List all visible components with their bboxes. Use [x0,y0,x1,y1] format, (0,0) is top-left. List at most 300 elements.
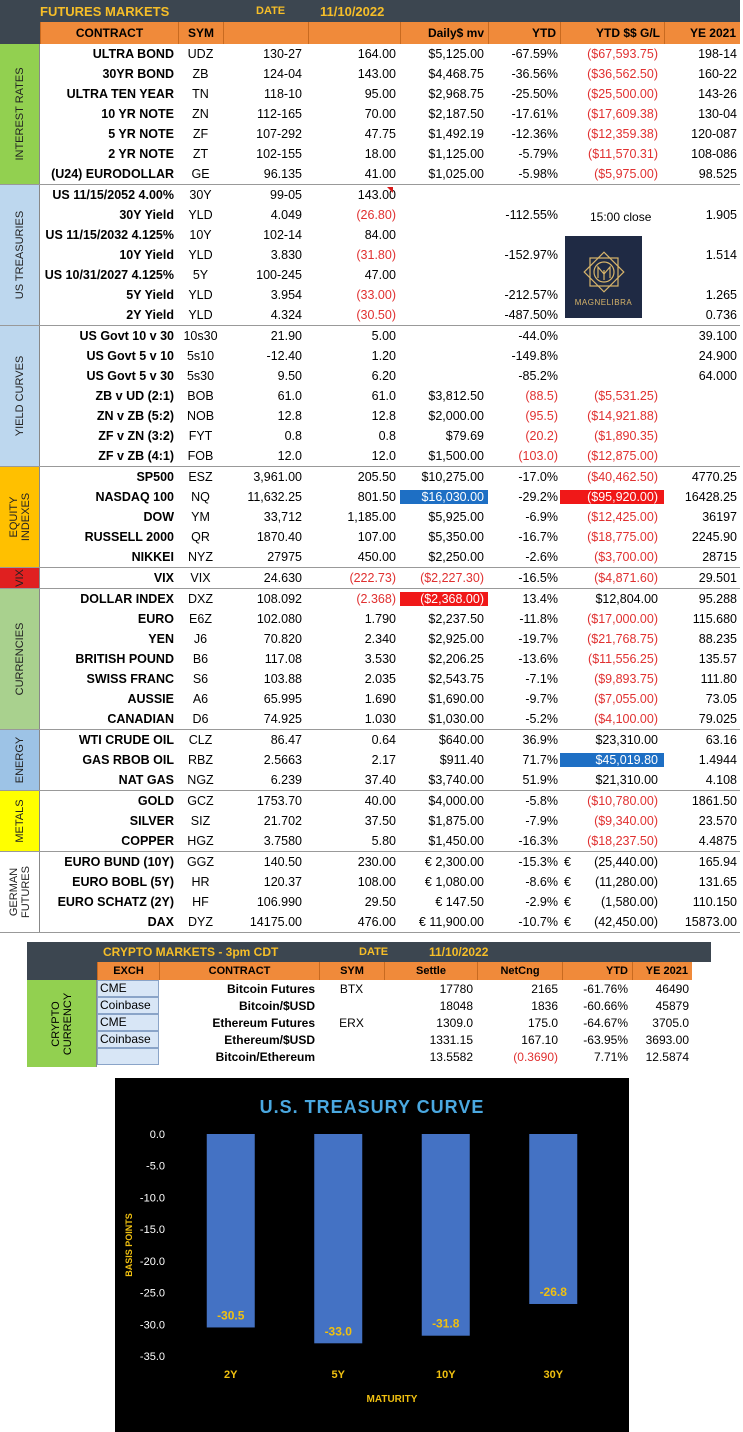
cell: QR [191,530,210,544]
cell: 1870.40 [256,530,302,544]
group-label [0,791,40,851]
cell: 65.995 [263,692,302,706]
cell: B6 [192,652,209,666]
table-row [40,912,740,932]
cell: -63.95% [583,1032,628,1047]
cell: $2,250.00 [428,550,484,564]
group-equity-indexes [0,467,740,568]
cell: VIX [153,571,174,585]
cell: € 1,080.00 [424,875,484,889]
column-header: YTD [562,962,632,980]
cell: 1.265 [705,288,737,302]
cell: -44.0% [518,329,558,343]
cell: 71.7% [522,753,558,767]
y-axis-label: BASIS POINTS [124,1213,134,1277]
cell: 107.00 [357,530,396,544]
cell: 2.5663 [263,753,302,767]
group-label-text: VIX [13,569,26,587]
group-label-text: ENERGY [13,736,26,784]
cell: 86.47 [270,733,302,747]
cell: -112.55% [505,208,558,222]
cell: 7.71% [593,1049,628,1064]
cell: RBZ [188,753,213,767]
cell: SWISS FRANC [86,672,174,686]
cell: $2,925.00 [428,632,484,646]
cell: € 2,300.00 [424,855,484,869]
cell: 130-27 [263,47,302,61]
cell: 2 YR NOTE [108,147,174,161]
cell: 84.00 [364,228,396,242]
crypto-title-bar [27,942,711,962]
cell: $1,030.00 [428,712,484,726]
cell: -8.6% [525,875,558,889]
bar-5y [314,1134,362,1343]
table-row [40,730,740,750]
cell: 164.00 [357,47,396,61]
cell: 64.000 [698,369,737,383]
cell: GOLD [137,794,174,808]
cell: COPPER [121,834,174,848]
cell: -7.9% [525,814,558,828]
cell: ZB [192,67,209,81]
table-row [40,406,740,426]
cell: YM [191,510,210,524]
group-label [0,326,40,466]
cell: 2245.90 [691,530,737,544]
column-header [308,22,400,44]
table-row [40,547,740,567]
data-label: -30.5 [217,1308,245,1323]
cell: 120-087 [691,127,737,141]
cell: $12,804.00 [595,592,658,606]
chart-svg [115,1078,629,1432]
cell: -64.67% [583,1015,628,1030]
cell: -16.5% [518,571,558,585]
x-axis-label: MATURITY [366,1394,418,1405]
column-header: SYM [319,962,384,980]
cell: 79.025 [698,712,737,726]
cell: (31.80) [356,248,396,262]
cell: ($11,570.31) [588,147,658,161]
cell: -5.2% [525,712,558,726]
column-header: CONTRACT [40,22,178,44]
y-tick-label: -25.0 [139,1287,165,1300]
futures-body [0,44,740,933]
cell: TN [192,87,209,101]
cell: 5s10 [186,349,215,363]
cell: 9.50 [277,369,302,383]
cell: ERX [339,1015,364,1030]
cell: 33,712 [263,510,302,524]
table-row [40,366,740,386]
cell: -17.61% [511,107,558,121]
cell: 0.64 [371,733,396,747]
cell: ($18,237.50) [587,834,658,848]
cell: Ethereum/$USD [224,1032,315,1047]
header-spacer [0,22,40,44]
cell: 2165 [531,981,558,996]
table-row [40,84,740,104]
cell: 2.17 [371,753,396,767]
cell: -13.6% [518,652,558,666]
group-yield-curves [0,326,740,467]
cell: 15873.00 [684,915,737,929]
cell-value: (11,280.00) [594,875,658,889]
cell: -487.50% [504,308,558,322]
cell: 5.00 [371,329,396,343]
cell: $4,000.00 [428,794,484,808]
cell: $2,000.00 [428,409,484,423]
cell: ($67,593.75) [587,47,658,61]
cell: US 10/31/2027 4.125% [44,268,174,282]
column-header: Settle [384,962,477,980]
cell: 14175.00 [249,915,302,929]
cell: GAS RBOB OIL [82,753,174,767]
cell: D6 [192,712,209,726]
table-row [40,811,740,831]
cell: 108.092 [256,592,302,606]
cell: -5.98% [518,167,558,181]
cell: 450.00 [357,550,396,564]
cell: $2,206.25 [428,652,484,666]
cell: (103.0) [518,449,558,463]
table-row [40,104,740,124]
crypto-date-value: 11/10/2022 [429,945,489,959]
table-row [40,164,740,184]
y-tick-label: -5.0 [146,1160,165,1173]
table-row [40,750,740,770]
cell: 95.00 [364,87,396,101]
group-label [0,730,40,790]
cell: GE [191,167,210,181]
cell: 102-155 [256,147,302,161]
cell: EURO [137,612,174,626]
column-header: SYM [178,22,223,44]
cell: 175.0 [527,1015,558,1030]
cell: 1.690 [364,692,396,706]
group-label-text: INTEREST RATES [13,67,26,161]
cell: 24.630 [263,571,302,585]
currency-symbol: € [564,855,571,869]
cell: DYZ [188,915,213,929]
cell: ($5,531.25) [594,389,658,403]
futures-title-bar [0,0,740,22]
futures-header-row [0,22,740,44]
cell: -36.56% [511,67,558,81]
cell: ZT [192,147,209,161]
cell: -60.66% [583,998,628,1013]
header-spacer [27,962,97,980]
cell: ($9,893.75) [594,672,658,686]
cell: 165.94 [698,855,737,869]
table-row [40,346,740,366]
logo-text: MAGNELIBRA [574,297,633,307]
cell: FOB [187,449,214,463]
cell: 39.100 [698,329,737,343]
cell: ($12,425.00) [587,510,658,524]
cell: 45879 [655,998,689,1013]
group-label [0,467,40,567]
cell: Bitcoin Futures [226,981,315,996]
cell: 1.790 [364,612,396,626]
cell: J6 [193,632,208,646]
cell: 61.0 [371,389,396,403]
cell: -149.8% [511,349,558,363]
cell: 99-05 [270,188,302,202]
data-label: -26.8 [539,1284,567,1299]
cell: RUSSELL 2000 [84,530,174,544]
x-tick-label: 30Y [543,1369,564,1381]
cell: 4.4875 [698,834,737,848]
cell: 27975 [267,550,302,564]
currency-symbol: € [564,895,571,909]
cell: -5.8% [525,794,558,808]
table-row [97,997,711,1014]
cell: 12.8 [277,409,302,423]
cell: 4.324 [270,308,302,322]
cell: GCZ [187,794,214,808]
cell: 10 YR NOTE [101,107,174,121]
cell: -67.59% [511,47,558,61]
cell: 13.4% [522,592,558,606]
logo-mark-icon [580,248,628,296]
cell: -2.6% [525,550,558,564]
cell: 74.925 [263,712,302,726]
column-header: NetCng [477,962,562,980]
cell: 3.530 [364,652,396,666]
cell: US 11/15/2032 4.125% [45,228,174,242]
cell: 117.08 [264,652,302,666]
cell: 36.9% [522,733,558,747]
cell: ZF [192,127,209,141]
cell: 1,185.00 [347,510,396,524]
group-label [0,852,40,932]
cell: $21,310.00 [595,773,658,787]
cell: HR [191,875,210,889]
cell: CANADIAN [107,712,174,726]
table-row [40,872,740,892]
cell: NOB [186,409,215,423]
table-row [40,467,740,487]
cell: ($12,875.00) [587,449,658,463]
cell: 140.50 [263,855,302,869]
crypto-side-text: CRYPTO CURRENCY [49,992,74,1055]
table-row [40,124,740,144]
cell: $2,968.75 [428,87,484,101]
table-row [40,629,740,649]
bar-10y [422,1134,470,1336]
cell: $2,237.50 [428,612,484,626]
cell: SIZ [190,814,211,828]
cell: 110.150 [692,895,737,909]
cell: ($4,871.60) [594,571,658,585]
cell: 5 YR NOTE [108,127,174,141]
table-row [40,144,740,164]
cell: 11,632.25 [247,490,302,504]
cell: EURO SCHATZ (2Y) [57,895,174,909]
cell: 112-165 [257,107,302,121]
cell: 198-14 [698,47,737,61]
cell: 30Y Yield [119,208,174,222]
close-note: 15:00 close [590,210,652,224]
cell: GGZ [186,855,215,869]
cell: 51.9% [522,773,558,787]
cell: 5Y [192,268,209,282]
cell: -11.8% [519,612,558,626]
cell: 3.954 [270,288,302,302]
cell: 12.0 [277,449,302,463]
cell: S6 [192,672,209,686]
cell: 5s30 [186,369,215,383]
cell: NQ [191,490,210,504]
cell: -12.36% [511,127,558,141]
cell: Ethereum Futures [212,1015,315,1030]
cell: 103.88 [263,672,302,686]
cell-value: (1,580.00) [601,895,658,909]
cell: -29.2% [518,490,558,504]
cell: ($12,359.38) [587,127,658,141]
y-tick-label: -35.0 [139,1351,165,1363]
cell: 5.80 [371,834,396,848]
cell: 2.035 [364,672,396,686]
y-tick-label: 0.0 [149,1129,165,1141]
cell: 18048 [439,998,473,1013]
cell: SILVER [129,814,174,828]
cell: 95.288 [698,592,737,606]
cell: 1861.50 [691,794,737,808]
cell: $1,500.00 [428,449,484,463]
cell [560,895,664,909]
cell: $1,492.19 [428,127,484,141]
column-header: YE 2021 [664,22,740,44]
cell: ($18,775.00) [587,530,658,544]
cell: 106.990 [256,895,302,909]
table-row [40,326,740,346]
cell: 1309.0 [436,1015,473,1030]
group-energy [0,730,740,791]
cell: 120.37 [263,875,302,889]
data-label: -33.0 [324,1324,352,1339]
cell: -16.3% [518,834,558,848]
cell: 160-22 [698,67,737,81]
cell [560,915,664,929]
group-label [0,44,40,184]
cell: -212.57% [504,288,558,302]
cell: 108-086 [691,147,737,161]
cell: 1.030 [364,712,396,726]
table-row [40,386,740,406]
x-tick-label: 10Y [435,1369,456,1381]
cell: 1.20 [371,349,396,363]
cell: 2Y Yield [126,308,174,322]
cell: E6Z [189,612,212,626]
cell: UDZ [187,47,214,61]
cell: ZF v ZB (4:1) [98,449,174,463]
cell: (30.50) [356,308,396,322]
cell: BTX [339,981,364,996]
cell: 4.108 [705,773,737,787]
cell: EURO BOBL (5Y) [72,875,174,889]
cell: 107-292 [256,127,302,141]
cell: 30Y [189,188,212,202]
cell: $5,125.00 [428,47,484,61]
cell: $45,019.80 [560,753,664,767]
cell: 29.50 [364,895,396,909]
cell: US Govt 5 v 10 [86,349,174,363]
cell: 12.8 [371,409,396,423]
cell: ($17,000.00) [587,612,658,626]
cell: 3693.00 [645,1032,689,1047]
group-label [0,589,40,729]
cell: 70.00 [364,107,396,121]
cell: 5Y Yield [126,288,174,302]
cell: $4,468.75 [428,67,484,81]
group-label [0,568,40,588]
group-currencies [0,589,740,730]
cell: 29.501 [698,571,737,585]
table-row [40,649,740,669]
cell: 63.16 [705,733,737,747]
cell: 10Y Yield [119,248,174,262]
cell: DOW [143,510,174,524]
table-row [40,44,740,64]
cell: 6.20 [371,369,396,383]
cell: YEN [148,632,174,646]
column-header: YTD [488,22,560,44]
cell: -25.50% [511,87,558,101]
cell: ($95,920.00) [560,490,664,504]
group-metals [0,791,740,852]
cell: US Govt 5 v 30 [86,369,174,383]
cell: 47.00 [364,268,396,282]
cell: 4770.25 [691,470,737,484]
cell: 230.00 [357,855,396,869]
table-row [40,709,740,729]
cell: 801.50 [357,490,396,504]
cell: 47.75 [364,127,396,141]
table-row [40,791,740,811]
cell: 124-04 [263,67,302,81]
cell: 1.514 [705,248,737,262]
cell: 143.00 [357,67,396,81]
cell: 18.00 [364,147,396,161]
cell: HGZ [187,834,214,848]
cell: 28715 [702,550,737,564]
column-header: YE 2021 [632,962,692,980]
cell: SP500 [136,470,174,484]
group-label-text: YIELD CURVES [13,355,26,437]
column-header: EXCH [97,962,159,980]
cell: € 11,900.00 [418,915,484,929]
group-interest-rates [0,44,740,185]
column-header: CONTRACT [159,962,319,980]
cell: ZF v ZN (3:2) [98,429,174,443]
treasury-curve-chart [115,1078,629,1432]
cell: 2.340 [364,632,396,646]
cell: ESZ [188,470,213,484]
cell: -9.7% [525,692,558,706]
table-row [40,609,740,629]
cell: ($4,100.00) [594,712,658,726]
cell: $2,543.75 [428,672,484,686]
group-label [0,185,40,325]
cell: $10,275.00 [421,470,484,484]
y-tick-label: -15.0 [139,1224,165,1237]
cell: $2,187.50 [428,107,484,121]
crypto-header-row [27,962,711,980]
cell: 40.00 [364,794,396,808]
cell: $640.00 [438,733,484,747]
